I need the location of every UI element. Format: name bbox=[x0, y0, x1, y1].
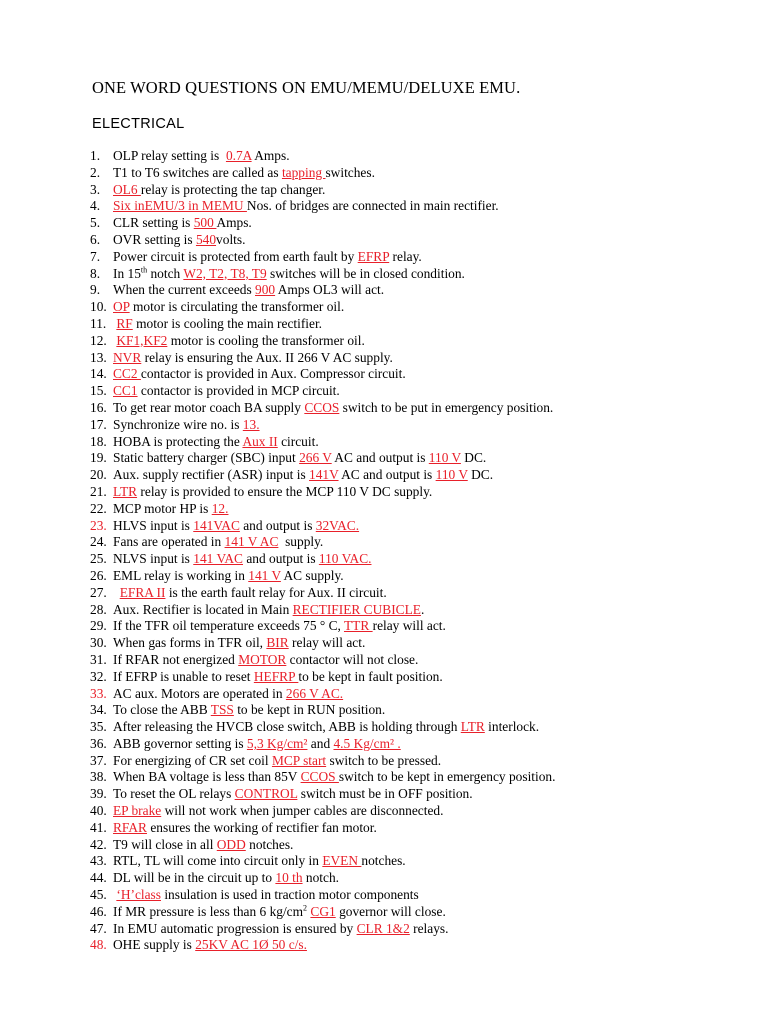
superscript-text: 2 bbox=[303, 903, 308, 913]
question-text: For energizing of CR set coil bbox=[113, 752, 272, 768]
answer-text: 32VAC. bbox=[315, 517, 360, 533]
question-item bbox=[90, 719, 555, 736]
question-text: OLP relay setting is bbox=[113, 148, 226, 163]
answer-text: 110 V bbox=[435, 467, 468, 483]
answer-text: EFRP bbox=[357, 248, 390, 264]
question-text: HLVS input is bbox=[113, 517, 194, 533]
question-number: 45. bbox=[90, 887, 107, 903]
question-item bbox=[90, 417, 555, 434]
question-text: If the TFR oil temperature exceeds 75 ° C, bbox=[113, 618, 344, 634]
question-number: 13. bbox=[90, 349, 107, 365]
question-item bbox=[90, 484, 555, 501]
question-item bbox=[90, 753, 555, 770]
question-item bbox=[90, 870, 555, 887]
question-item bbox=[90, 215, 555, 232]
answer-text: CC1 bbox=[113, 383, 138, 399]
question-text: motor is circulating the transformer oil. bbox=[129, 299, 345, 315]
superscript-text: th bbox=[140, 265, 148, 275]
question-item bbox=[90, 467, 555, 484]
question-text: will not work when jumper cables are disconnected. bbox=[161, 803, 444, 819]
answer-text: Aux II bbox=[242, 433, 278, 449]
answer-text: 141 V bbox=[248, 567, 281, 583]
question-number: 7. bbox=[90, 248, 101, 264]
question-number: 34. bbox=[90, 702, 107, 718]
question-number: 3. bbox=[90, 181, 101, 197]
question-text: If MR pressure is less than 6 kg/cm bbox=[113, 903, 304, 919]
question-number: 16. bbox=[90, 399, 107, 415]
question-item bbox=[90, 937, 555, 954]
section-heading: ELECTRICAL bbox=[92, 116, 185, 132]
question-text: HOBA is protecting the bbox=[113, 433, 243, 449]
question-item bbox=[90, 921, 555, 938]
question-text: AC supply. bbox=[280, 567, 344, 583]
question-text: MCP motor HP is bbox=[113, 500, 212, 516]
question-text: relay. bbox=[389, 248, 422, 264]
question-number: 40. bbox=[90, 803, 107, 819]
question-number: 23. bbox=[90, 517, 107, 533]
question-number: 21. bbox=[90, 483, 107, 499]
question-item bbox=[90, 165, 555, 182]
question-number: 15. bbox=[90, 383, 107, 399]
answer-text: RFAR bbox=[113, 819, 147, 835]
question-number: 36. bbox=[90, 735, 107, 751]
question-text: notch. bbox=[302, 870, 339, 886]
question-item bbox=[90, 853, 555, 870]
question-text: If RFAR not energized bbox=[113, 651, 239, 667]
question-text: is the earth fault relay for Aux. II circuit. bbox=[165, 584, 387, 600]
question-text: circuit. bbox=[277, 433, 319, 449]
question-text: To close the ABB bbox=[113, 702, 211, 718]
question-item bbox=[90, 887, 555, 904]
question-text: switch must be in OFF position. bbox=[297, 786, 473, 802]
question-number: 41. bbox=[90, 819, 107, 835]
question-number: 2. bbox=[90, 164, 101, 180]
question-item bbox=[90, 501, 555, 518]
question-number: 8. bbox=[90, 265, 101, 281]
question-number: 14. bbox=[90, 366, 107, 382]
answer-text: 900 bbox=[255, 282, 276, 298]
question-number: 31. bbox=[90, 651, 107, 667]
document-title: ONE WORD QUESTIONS ON EMU/MEMU/DELUXE EMU. bbox=[92, 78, 521, 97]
question-text: DC. bbox=[467, 467, 494, 483]
question-item bbox=[90, 534, 555, 551]
question-number: 33. bbox=[90, 685, 107, 701]
question-item bbox=[90, 702, 555, 719]
question-text: When gas forms in TFR oil, bbox=[113, 635, 267, 651]
answer-text: OP bbox=[113, 299, 130, 315]
question-text: switch to be pressed. bbox=[326, 752, 442, 768]
question-text: EML relay is working in bbox=[113, 567, 249, 583]
question-item bbox=[90, 618, 555, 635]
question-text: switches. bbox=[325, 164, 375, 180]
question-number: 25. bbox=[90, 551, 107, 567]
question-text: After releasing the HVCB close switch, ABB is holding through bbox=[113, 719, 461, 735]
question-text: relay will act. bbox=[372, 618, 446, 634]
question-text: When BA voltage is less than 85V bbox=[113, 769, 301, 785]
question-list bbox=[90, 148, 555, 954]
question-text: DC. bbox=[460, 450, 487, 466]
question-text: Aux. Rectifier is located in Main bbox=[113, 601, 293, 617]
question-number: 47. bbox=[90, 920, 107, 936]
question-number: 28. bbox=[90, 601, 107, 617]
question-text: switches will be in closed condition. bbox=[266, 265, 465, 281]
question-text: relay is ensuring the Aux. II 266 V AC supply. bbox=[141, 349, 393, 365]
question-item bbox=[90, 786, 555, 803]
question-text: OVR setting is bbox=[113, 231, 196, 247]
answer-text: EFRA II bbox=[119, 584, 166, 600]
question-number: 44. bbox=[90, 870, 107, 886]
question-item bbox=[90, 652, 555, 669]
question-text: governor will close. bbox=[335, 903, 446, 919]
answer-text: MOTOR bbox=[238, 651, 287, 667]
answer-text: CCOS bbox=[300, 769, 339, 785]
question-text: interlock. bbox=[484, 719, 540, 735]
question-text: AC and output is bbox=[338, 467, 436, 483]
question-item bbox=[90, 182, 555, 199]
question-item bbox=[90, 585, 555, 602]
question-text: Fans are operated in bbox=[113, 534, 225, 550]
answer-text: OL6 bbox=[113, 181, 141, 197]
question-item bbox=[90, 518, 555, 535]
question-text: NLVS input is bbox=[113, 551, 194, 567]
question-number: 1. bbox=[90, 148, 101, 163]
question-item bbox=[90, 904, 555, 921]
answer-text: CLR 1&2 bbox=[356, 920, 410, 936]
question-number: 12. bbox=[90, 332, 107, 348]
question-item bbox=[90, 316, 555, 333]
question-number: 22. bbox=[90, 500, 107, 516]
question-text: supply. bbox=[278, 534, 324, 550]
answer-text: 500 bbox=[193, 215, 217, 231]
answer-text: 0.7A bbox=[225, 148, 252, 163]
answer-text: LTR bbox=[113, 483, 138, 499]
question-item bbox=[90, 266, 555, 283]
question-item bbox=[90, 820, 555, 837]
question-number: 20. bbox=[90, 467, 107, 483]
question-number: 46. bbox=[90, 903, 107, 919]
question-text: insulation is used in traction motor components bbox=[160, 887, 419, 903]
question-item bbox=[90, 803, 555, 820]
question-item bbox=[90, 450, 555, 467]
answer-text: 141 VAC bbox=[193, 551, 243, 567]
question-text: relay will act. bbox=[288, 635, 366, 651]
question-text: contactor is provided in Aux. Compressor circuit. bbox=[140, 366, 406, 382]
answer-text: RECTIFIER CUBICLE bbox=[292, 601, 421, 617]
answer-text: 540 bbox=[195, 231, 217, 247]
question-item bbox=[90, 299, 555, 316]
question-text: relay is protecting the tap changer. bbox=[140, 181, 326, 197]
answer-text: BIR bbox=[266, 635, 289, 651]
question-number: 10. bbox=[90, 299, 107, 315]
question-text: Power circuit is protected from earth fault by bbox=[113, 248, 358, 264]
question-item bbox=[90, 366, 555, 383]
question-text: ensures the working of rectifier fan motor. bbox=[147, 819, 377, 835]
question-item bbox=[90, 383, 555, 400]
answer-text: 12. bbox=[211, 500, 229, 516]
question-item bbox=[90, 333, 555, 350]
question-text: contactor will not close. bbox=[286, 651, 419, 667]
question-text: contactor is provided in MCP circuit. bbox=[137, 383, 340, 399]
question-number: 18. bbox=[90, 433, 107, 449]
answer-text: 110 VAC. bbox=[318, 551, 372, 567]
question-text: Amps. bbox=[251, 148, 290, 163]
question-item bbox=[90, 669, 555, 686]
answer-text: 141VAC bbox=[193, 517, 240, 533]
question-item bbox=[90, 148, 555, 165]
question-number: 32. bbox=[90, 668, 107, 684]
answer-text: 5,3 Kg/cm² bbox=[246, 735, 308, 751]
answer-text: CG1 bbox=[310, 903, 336, 919]
question-text: Synchronize wire no. is bbox=[113, 416, 243, 432]
question-item bbox=[90, 350, 555, 367]
answer-text: KF1,KF2 bbox=[116, 332, 168, 348]
question-number: 35. bbox=[90, 719, 107, 735]
answer-text: TSS bbox=[210, 702, 234, 718]
answer-text: 110 V bbox=[428, 450, 461, 466]
question-number: 29. bbox=[90, 618, 107, 634]
answer-text: 141V bbox=[309, 467, 339, 483]
question-number: 38. bbox=[90, 769, 107, 785]
question-number: 5. bbox=[90, 215, 101, 231]
question-item bbox=[90, 635, 555, 652]
question-number: 4. bbox=[90, 198, 101, 214]
question-number: 11. bbox=[90, 315, 107, 331]
question-item bbox=[90, 769, 555, 786]
answer-text: W2, T2, T8, T9 bbox=[183, 265, 267, 281]
question-text: motor is cooling the transformer oil. bbox=[167, 332, 365, 348]
question-item bbox=[90, 232, 555, 249]
question-text: notches. bbox=[361, 853, 406, 869]
question-text: . bbox=[420, 601, 425, 617]
question-number: 43. bbox=[90, 853, 107, 869]
question-number: 30. bbox=[90, 635, 107, 651]
answer-text: CONTROL bbox=[234, 786, 298, 802]
answer-text: 266 V bbox=[299, 450, 332, 466]
answer-text: MCP start bbox=[271, 752, 327, 768]
answer-text: HEFRP bbox=[253, 668, 299, 684]
answer-text: tapping bbox=[281, 164, 326, 180]
question-text: notches. bbox=[245, 836, 294, 852]
answer-text: 25KV AC 1Ø 50 c/s. bbox=[195, 937, 307, 953]
answer-text: TTR bbox=[343, 618, 373, 634]
question-item bbox=[90, 551, 555, 568]
question-text: switch to be kept in emergency position. bbox=[338, 769, 556, 785]
question-number: 42. bbox=[90, 836, 107, 852]
question-text: Amps. bbox=[216, 215, 252, 231]
question-item bbox=[90, 837, 555, 854]
answer-text: EVEN bbox=[322, 853, 362, 869]
answer-text: RF bbox=[116, 315, 133, 331]
question-number: 37. bbox=[90, 752, 107, 768]
question-text: Static battery charger (SBC) input bbox=[113, 450, 300, 466]
question-text bbox=[113, 585, 120, 600]
question-text: and bbox=[307, 735, 334, 751]
question-text: OHE supply is bbox=[113, 937, 196, 953]
question-text: AC aux. Motors are operated in bbox=[113, 685, 286, 701]
question-text: to be kept in RUN position. bbox=[233, 702, 386, 718]
answer-text: ‘H’class bbox=[116, 887, 161, 903]
question-number: 48. bbox=[90, 937, 107, 953]
question-text: DL will be in the circuit up to bbox=[113, 870, 276, 886]
answer-text: EP brake bbox=[113, 803, 162, 819]
question-text: Amps OL3 will act. bbox=[275, 282, 385, 298]
question-text: and output is bbox=[243, 551, 319, 567]
question-text: to be kept in fault position. bbox=[298, 668, 443, 684]
answer-text: Six inEMU/3 in MEMU bbox=[113, 198, 247, 214]
question-item bbox=[90, 400, 555, 417]
question-text: RTL, TL will come into circuit only in bbox=[113, 853, 323, 869]
question-text: T9 will close in all bbox=[113, 836, 217, 852]
question-text: When the current exceeds bbox=[113, 282, 256, 298]
answer-text: ODD bbox=[216, 836, 246, 852]
answer-text: 141 V AC bbox=[224, 534, 279, 550]
question-item bbox=[90, 434, 555, 451]
question-item bbox=[90, 736, 555, 753]
answer-text: 10 th bbox=[275, 870, 303, 886]
question-text: CLR setting is bbox=[113, 215, 194, 231]
answer-text: CCOS bbox=[304, 399, 340, 415]
question-text: motor is cooling the main rectifier. bbox=[132, 315, 323, 331]
question-text: switch to be put in emergency position. bbox=[339, 399, 554, 415]
answer-text: CC2 bbox=[113, 366, 141, 382]
question-text: relays. bbox=[409, 920, 449, 936]
question-number: 6. bbox=[90, 231, 101, 247]
question-item bbox=[90, 282, 555, 299]
question-text: relay is provided to ensure the MCP 110 V DC supply. bbox=[137, 483, 433, 499]
question-text: In 15 bbox=[113, 265, 141, 281]
question-text: Nos. of bridges are connected in main rectifier. bbox=[246, 198, 499, 214]
question-number: 19. bbox=[90, 450, 107, 466]
question-item bbox=[90, 249, 555, 266]
question-text: AC and output is bbox=[331, 450, 429, 466]
question-text: T1 to T6 switches are called as bbox=[113, 164, 282, 180]
answer-text: LTR bbox=[460, 719, 485, 735]
question-number: 27. bbox=[90, 584, 107, 600]
question-text: and output is bbox=[239, 517, 316, 533]
question-text: Aux. supply rectifier (ASR) input is bbox=[113, 467, 310, 483]
question-item bbox=[90, 686, 555, 703]
question-text: To reset the OL relays bbox=[113, 786, 235, 802]
answer-text: 13. bbox=[242, 416, 260, 432]
question-text: In EMU automatic progression is ensured by bbox=[113, 920, 357, 936]
answer-text: NVR bbox=[113, 349, 142, 365]
question-number: 26. bbox=[90, 567, 107, 583]
question-number: 9. bbox=[90, 282, 101, 298]
question-number: 17. bbox=[90, 416, 107, 432]
question-text: To get rear motor coach BA supply bbox=[113, 399, 305, 415]
question-text: notch bbox=[147, 265, 184, 281]
question-number: 39. bbox=[90, 786, 107, 802]
question-text: volts. bbox=[216, 231, 246, 247]
question-number: 24. bbox=[90, 534, 107, 550]
answer-text: 4.5 Kg/cm² . bbox=[333, 735, 401, 751]
question-item bbox=[90, 568, 555, 585]
question-text: If EFRP is unable to reset bbox=[113, 668, 254, 684]
answer-text: 266 V AC. bbox=[285, 685, 344, 701]
question-item bbox=[90, 602, 555, 619]
question-item bbox=[90, 198, 555, 215]
question-text: ABB governor setting is bbox=[113, 735, 247, 751]
